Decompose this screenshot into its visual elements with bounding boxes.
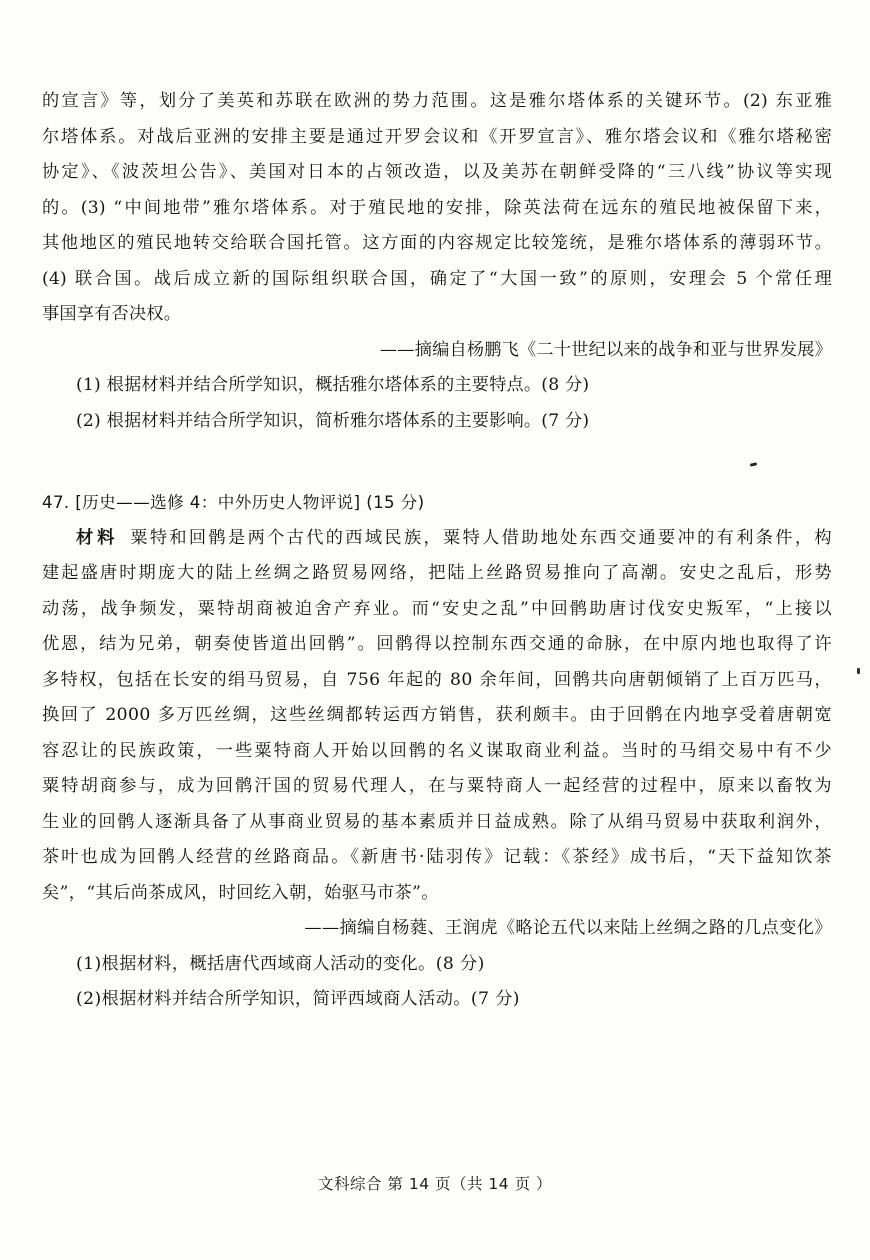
material-label: 材料 [76,527,119,548]
material-line: 的宣言》等，划分了美英和苏联在欧洲的势力范围。这是雅尔塔体系的关键环节。(2) 东亚雅 [42,91,832,111]
sub-question-2: (2) 根据材料并结合所学知识，简析雅尔塔体系的主要影响。(7 分) [76,410,590,431]
scan-speck [857,668,860,674]
material-line: 生业的回鹘人逐渐具备了从事商业贸易的基本素质并日益成熟。除了从绢马贸易中获取利润外， [42,811,832,832]
sub-question-1: (1) 根据材料并结合所学知识，概括雅尔塔体系的主要特点。(8 分) [76,375,590,395]
material-line: 粟特胡商参与，成为回鹘汗国的贸易代理人，在与粟特商人一起经营的过程中，原来以畜牧为 [42,776,832,796]
material-source: ——摘编自杨鹏飞《二十世纪以来的战争和亚与世界发展》 [379,339,832,360]
material-line: 多特权，包括在长安的绢马贸易，自 756 年起的 80 余年间，回鹘共向唐朝倾销了上百万匹马， [42,669,832,690]
material-line: 协定》、《波茨坦公告》、美国对日本的占领改造，以及美苏在朝鲜受降的“三八线”协议等实现 [42,162,832,182]
material-line: (4) 联合国。战后成立新的国际组织联合国，确定了“大国一致”的原则，安理会 5 个常任理 [42,268,832,289]
material-line: 建起盛唐时期庞大的陆上丝绸之路贸易网络，把陆上丝路贸易推向了高潮。安史之乱后，形势 [42,563,832,583]
material-first-line [42,521,832,557]
material-line: 动荡，战争频发，粟特胡商被迫舍产弃业。而“安史之乱”中回鹘助唐讨伐安史叛军，“上接以 [42,598,832,619]
material-line: 优恩，结为兄弟，朝奏使皆道出回鹘”。回鹘得以控制东西交通的命脉，在中原内地也取得了许 [42,634,832,654]
sub-question-1: (1)根据材料，概括唐代西域商人活动的变化。(8 分) [76,953,485,974]
question-47 [42,485,832,1018]
material-source: ——摘编自杨蕤、王润虎《略论五代以来陆上丝绸之路的几点变化》 [304,918,832,938]
material-line: 容忍让的民族政策，一些粟特商人开始以回鹘的名义谋取商业利益。当时的马绢交易中有不少 [42,740,832,761]
material-line: 的。(3) “中间地带”雅尔塔体系。对于殖民地的安排，除英法荷在远东的殖民地被保留下来， [42,197,832,218]
material-line: 茶叶也成为回鹘人经营的丝路商品。《新唐书·陆羽传》记载：《茶经》成书后，“天下益知饮茶 [42,847,832,867]
material-line: 换回了 2000 多万匹丝绸，这些丝绸都转运西方销售，获利颇丰。由于回鹘在内地享受着唐朝宽 [42,705,832,725]
page-content [42,84,832,1018]
material-line: 矣”，“其后尚茶成风，时回纥入朝，始驱马市茶”。 [42,882,439,903]
question-47-heading: 47. [历史——选修 4：中外历史人物评说] (15 分) [42,493,425,512]
material-line: 事国享有否决权。 [42,304,182,324]
question-46-continuation [42,84,832,439]
sub-question-2: (2)根据材料并结合所学知识，简评西域商人活动。(7 分) [76,989,520,1009]
material-line: 其他地区的殖民地转交给联合国托管。这方面的内容规定比较笼统，是雅尔塔体系的薄弱环节。 [42,233,832,253]
page-footer: 文科综合 第 14 页（共 14 页 ） [317,1175,552,1193]
material-line: 粟特和回鹘是两个古代的西域民族，粟特人借助地处东西交通要冲的有利条件，构 [130,527,832,548]
material-line: 尔塔体系。对战后亚洲的安排主要是通过开罗会议和《开罗宣言》、雅尔塔会议和《雅尔塔秘密 [42,126,832,147]
